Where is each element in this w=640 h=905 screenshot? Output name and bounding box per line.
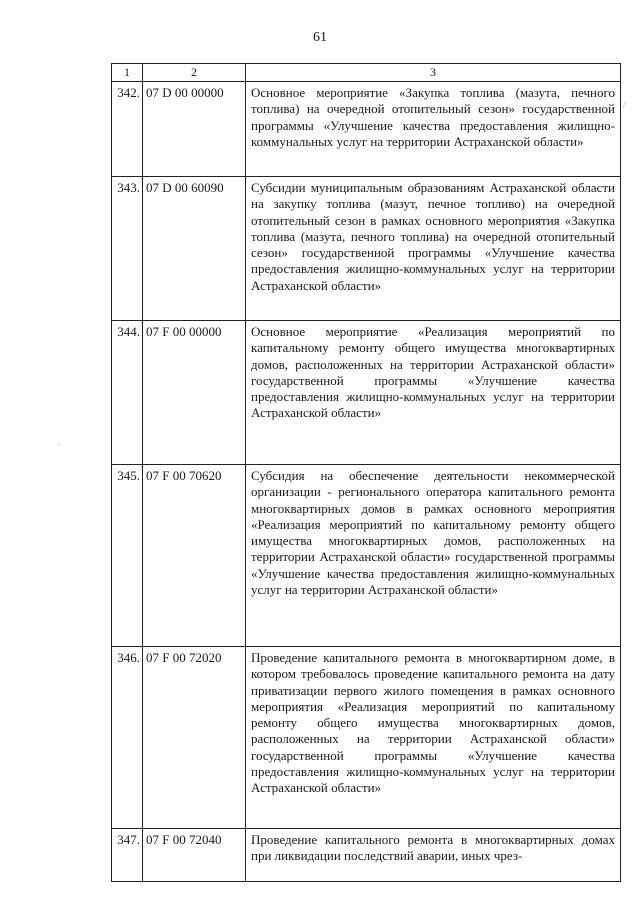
header-col-1: 1 xyxy=(112,64,143,82)
row-code: 07 D 00 60090 xyxy=(143,177,246,321)
table-row xyxy=(112,647,621,829)
header-col-2: 2 xyxy=(143,64,246,82)
table-header-row xyxy=(112,64,621,82)
row-number: 342. xyxy=(112,82,143,177)
table-row xyxy=(112,465,621,647)
header-col-3: 3 xyxy=(246,64,621,82)
row-code: 07 F 00 70620 xyxy=(143,465,246,647)
row-code: 07 F 00 72020 xyxy=(143,647,246,829)
row-number: 346. xyxy=(112,647,143,829)
row-code: 07 F 00 00000 xyxy=(143,321,246,465)
row-number: 344. xyxy=(112,321,143,465)
row-description: Проведение капитального ремонта в многоквартирном доме, в котором требовалось проведение капитального ремонта на дату приватизации первого жилого помещения в рамках основного мероприятия «Реализация мероприятий по капитальному ремонту общего имущества многоквартирных домов, расположенных на территории Астраханской области» государственной программы «Улучшение качества предоставления жилищно-коммунальных услуг на территории Астраханской области» xyxy=(246,647,621,829)
row-description: Субсидия на обеспечение деятельности некоммерческой организации - регионального оператора капитального ремонта многоквартирных домов в рамках основного мероприятия «Реализация мероприятий по капитальному ремонту общего имущества многоквартирных домов, расположенных на территории Астраханской области» государственной программы «Улучшение качества предоставления жилищно-коммунальных услуг на территории Астраханской области» xyxy=(246,465,621,647)
scan-artifact-dot: · xyxy=(57,440,60,450)
row-code: 07 D 00 00000 xyxy=(143,82,246,177)
scan-artifact-mark: / xyxy=(623,100,626,110)
table-row xyxy=(112,321,621,465)
row-description: Основное мероприятие «Закупка топлива (мазута, печного топлива) на очередной отопительный сезон» государственной программы «Улучшение качества предоставления жилищно-коммунальных услуг на территории Астраханской области» xyxy=(246,82,621,177)
row-description: Субсидии муниципальным образованиям Астраханской области на закупку топлива (мазут, печное топливо) на очередной отопительный сезон в рамках основного мероприятия «Закупка топлива (мазута, печного топлива) на очередной отопительный сезон» государственной программы «Улучшение качества предоставления жилищно-коммунальных услуг на территории Астраханской области» xyxy=(246,177,621,321)
table-row xyxy=(112,829,621,882)
table-row xyxy=(112,82,621,177)
row-code: 07 F 00 72040 xyxy=(143,829,246,882)
page-number: 61 xyxy=(313,30,327,45)
table-row xyxy=(112,177,621,321)
row-description: Основное мероприятие «Реализация мероприятий по капитальному ремонту общего имущества многоквартирных домов, расположенных на территории Астраханской области» государственной программы «Улучшение качества предоставления жилищно-коммунальных услуг на территории Астраханской области» xyxy=(246,321,621,465)
budget-classification-table xyxy=(111,63,621,882)
row-number: 343. xyxy=(112,177,143,321)
row-number: 345. xyxy=(112,465,143,647)
row-description: Проведение капитального ремонта в многоквартирных домах при ликвидации последствий аварии, иных чрез- xyxy=(246,829,621,882)
row-number: 347. xyxy=(112,829,143,882)
